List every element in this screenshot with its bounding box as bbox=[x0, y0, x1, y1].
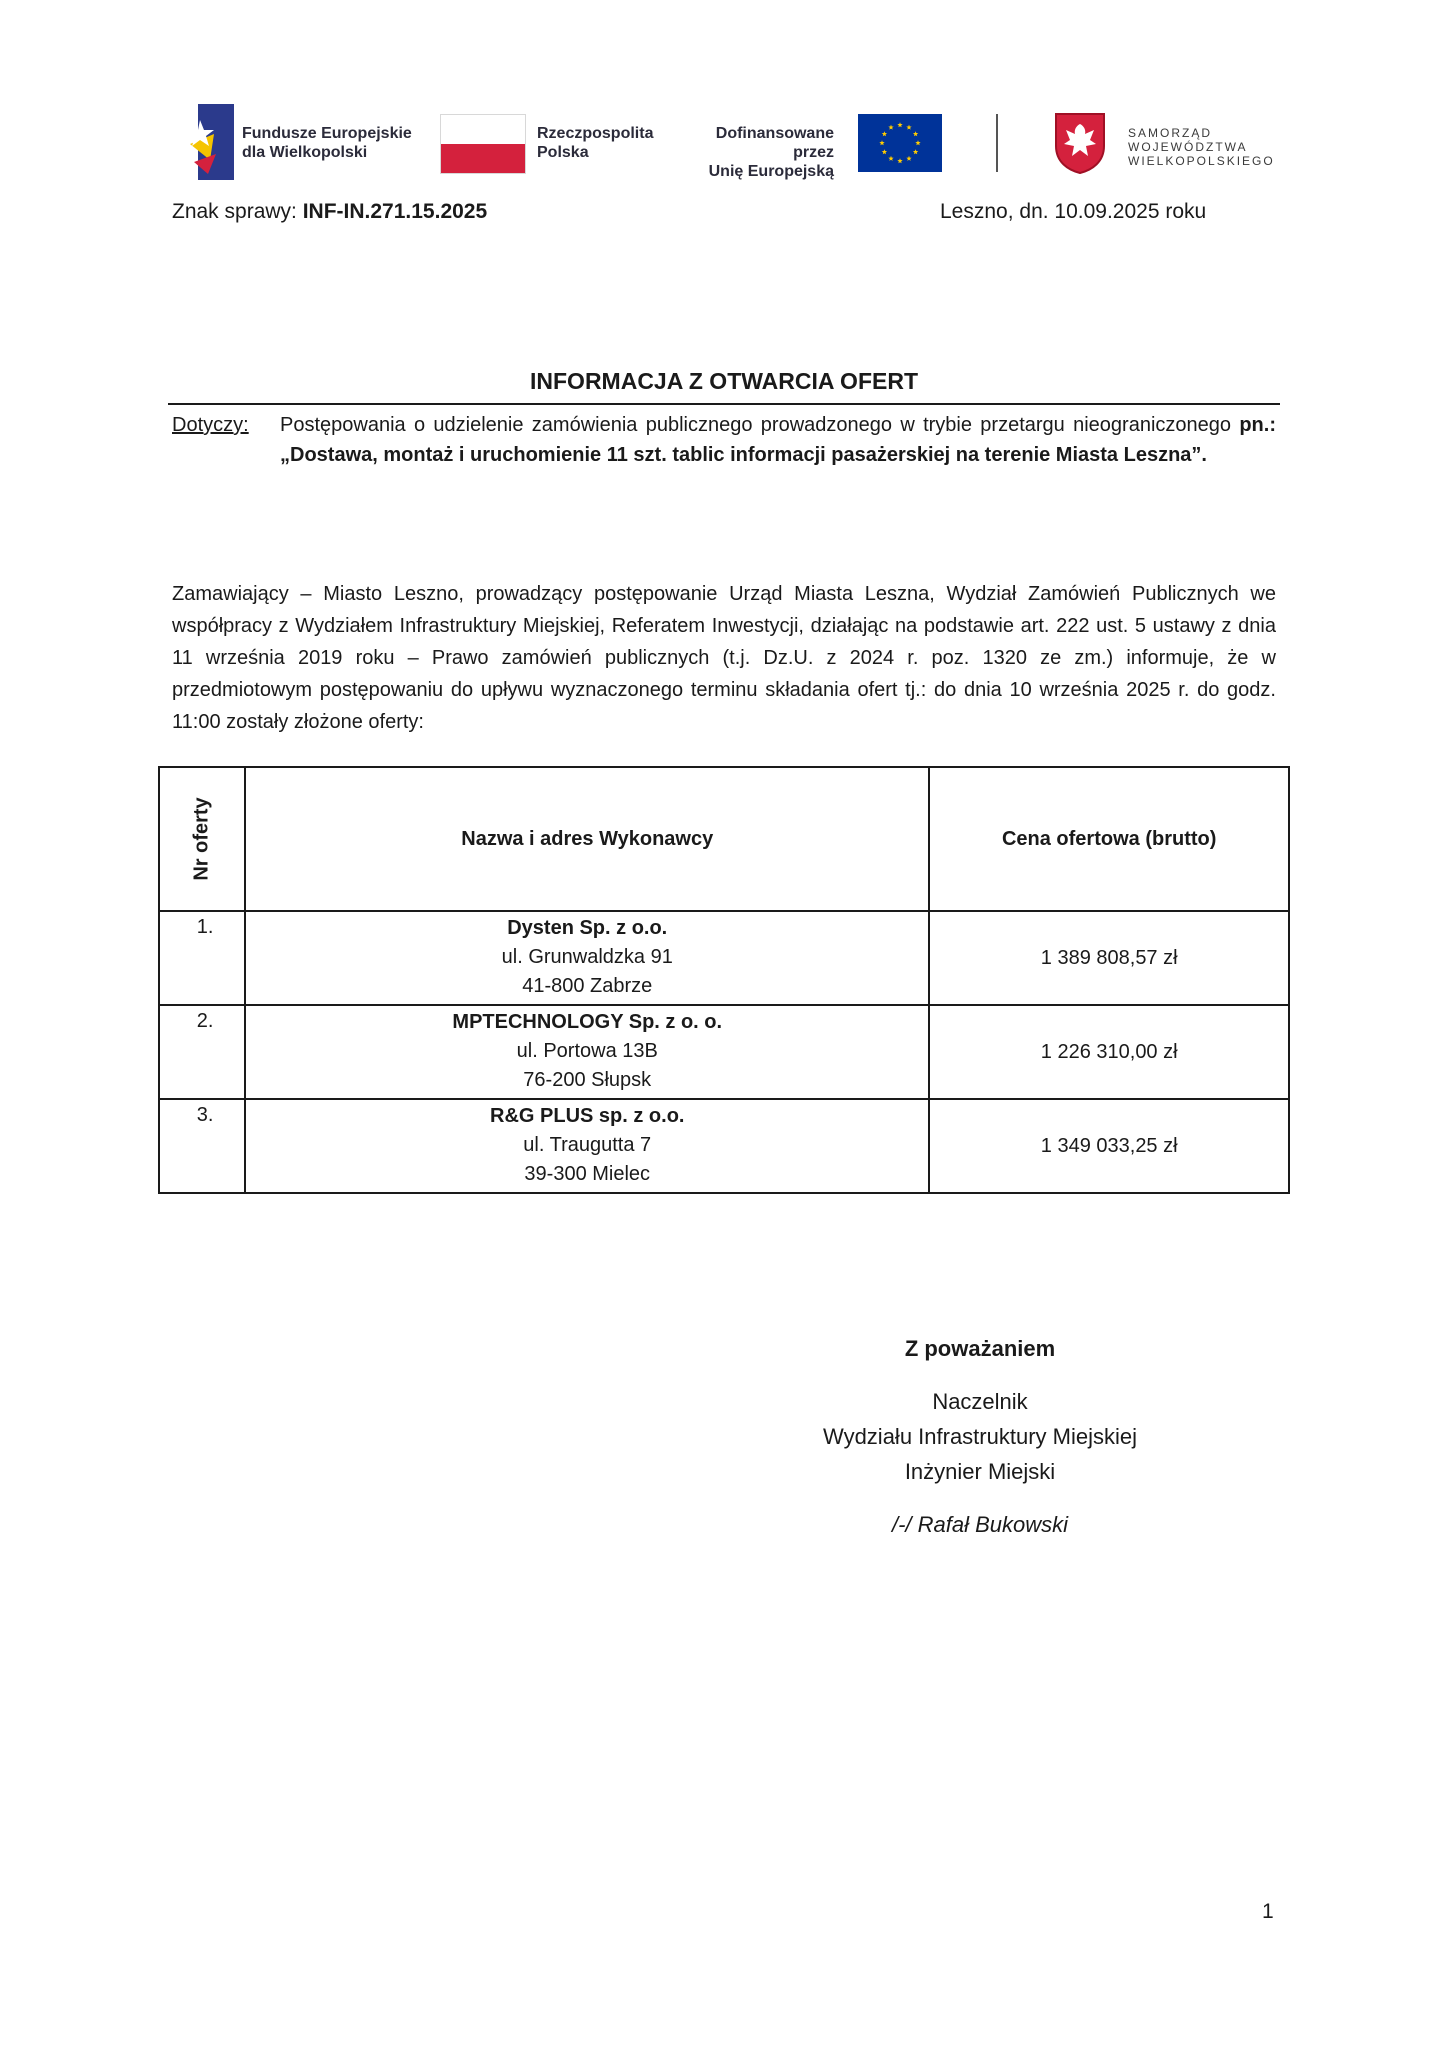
table-row bbox=[159, 911, 1289, 1005]
contractor-street: ul. Portowa 13B bbox=[516, 1040, 658, 1062]
eu-cofinanced-text: Dofinansowane przez Unię Europejską bbox=[708, 125, 834, 180]
poland-logo-text: Rzeczpospolita Polska bbox=[537, 125, 654, 161]
contractor-name: MPTECHNOLOGY Sp. z o. o. bbox=[452, 1011, 723, 1033]
wielkopolska-logo-text: SAMORZĄD WOJEWÓDZTWA WIELKOPOLSKIEGO bbox=[1128, 126, 1275, 168]
signature-title: Inżynier Miejski bbox=[904, 1459, 1056, 1484]
contractor-street: ul. Traugutta 7 bbox=[523, 1134, 652, 1156]
offers-table-header bbox=[159, 767, 1289, 911]
offer-number: 3. bbox=[159, 1099, 245, 1193]
contractor-name: R&G PLUS sp. z o.o. bbox=[490, 1105, 685, 1127]
offers-table bbox=[158, 766, 1290, 1194]
contractor-street: ul. Grunwaldzka 91 bbox=[501, 946, 673, 968]
eu-funds-logo-text: Fundusze Europejskie dla Wielkopolski bbox=[242, 125, 412, 161]
eu-flag-icon bbox=[858, 114, 942, 172]
logo-divider bbox=[996, 114, 998, 172]
contractor-cell bbox=[245, 1005, 929, 1099]
signature-position: Naczelnik bbox=[932, 1389, 1028, 1414]
offer-price: 1 389 808,57 zł bbox=[929, 911, 1289, 1005]
subject-text-plain: Postępowania o udzielenie zamówienia publicznego prowadzonego w trybie przetargu nieograniczonego bbox=[280, 414, 1240, 436]
title-rule bbox=[168, 403, 1280, 405]
offer-price: 1 226 310,00 zł bbox=[929, 1005, 1289, 1099]
document-date: Leszno, dn. 10.09.2025 roku bbox=[940, 200, 1207, 223]
offer-number: 1. bbox=[159, 911, 245, 1005]
signature-block bbox=[780, 1336, 1180, 1542]
intro-paragraph: Zamawiający – Miasto Leszno, prowadzący postępowanie Urząd Miasta Leszna, Wydział Zamówień Publicznych we współpracy z Wydziałem Infrastruktury Miejskiej, Referatem Inwestycji, działając na podstawie art. 222 ust. 5 ustawy z dnia 11 września 2019 roku – Prawo zamówień publicznych (t.j. Dz.U. z 2024 r. poz. 1320 ze zm.) informuje, że w przedmiotowym postępowaniu do upływu wyznaczonego terminu składania ofert tj.: do dnia 10 września 2025 r. do godz. 11:00 zostały złożone oferty: bbox=[172, 583, 1276, 733]
contractor-cell bbox=[245, 1099, 929, 1193]
signature-department: Wydziału Infrastruktury Miejskiej bbox=[823, 1424, 1137, 1449]
signature-name: /-/ Rafał Bukowski bbox=[891, 1512, 1069, 1537]
poland-flag-icon bbox=[440, 114, 526, 174]
subject-label: Dotyczy: bbox=[172, 414, 249, 436]
header-price: Cena ofertowa (brutto) bbox=[929, 767, 1289, 911]
contractor-name: Dysten Sp. z o.o. bbox=[507, 917, 668, 939]
case-reference-value: INF-IN.271.15.2025 bbox=[302, 200, 488, 223]
header-nr-text: Nr oferty bbox=[190, 797, 213, 881]
header-name: Nazwa i adres Wykonawcy bbox=[245, 767, 929, 911]
subject-text-bold: pn.: „Dostawa, montaż i uruchomienie 11 szt. tablic informacji pasażerskiej na terenie Miasta Leszna”. bbox=[280, 414, 1276, 466]
table-row bbox=[159, 1099, 1289, 1193]
table-row bbox=[159, 1005, 1289, 1099]
subject-text bbox=[280, 410, 1276, 470]
offer-price: 1 349 033,25 zł bbox=[929, 1099, 1289, 1193]
header-logos bbox=[190, 104, 1275, 184]
wielkopolska-crest-icon bbox=[1054, 112, 1106, 174]
case-reference-label: Znak sprawy: bbox=[172, 200, 303, 223]
header-nr bbox=[159, 767, 245, 911]
eu-funds-logo-icon bbox=[190, 104, 234, 180]
contractor-city: 39-300 Mielec bbox=[524, 1163, 651, 1185]
page-number: 1 bbox=[1262, 1900, 1274, 1923]
case-reference bbox=[172, 200, 487, 224]
contractor-cell bbox=[245, 911, 929, 1005]
contractor-city: 41-800 Zabrze bbox=[522, 975, 653, 997]
document-title: INFORMACJA Z OTWARCIA OFERT bbox=[530, 368, 918, 394]
contractor-city: 76-200 Słupsk bbox=[523, 1069, 652, 1091]
signature-greeting: Z poważaniem bbox=[904, 1336, 1056, 1361]
offer-number: 2. bbox=[159, 1005, 245, 1099]
